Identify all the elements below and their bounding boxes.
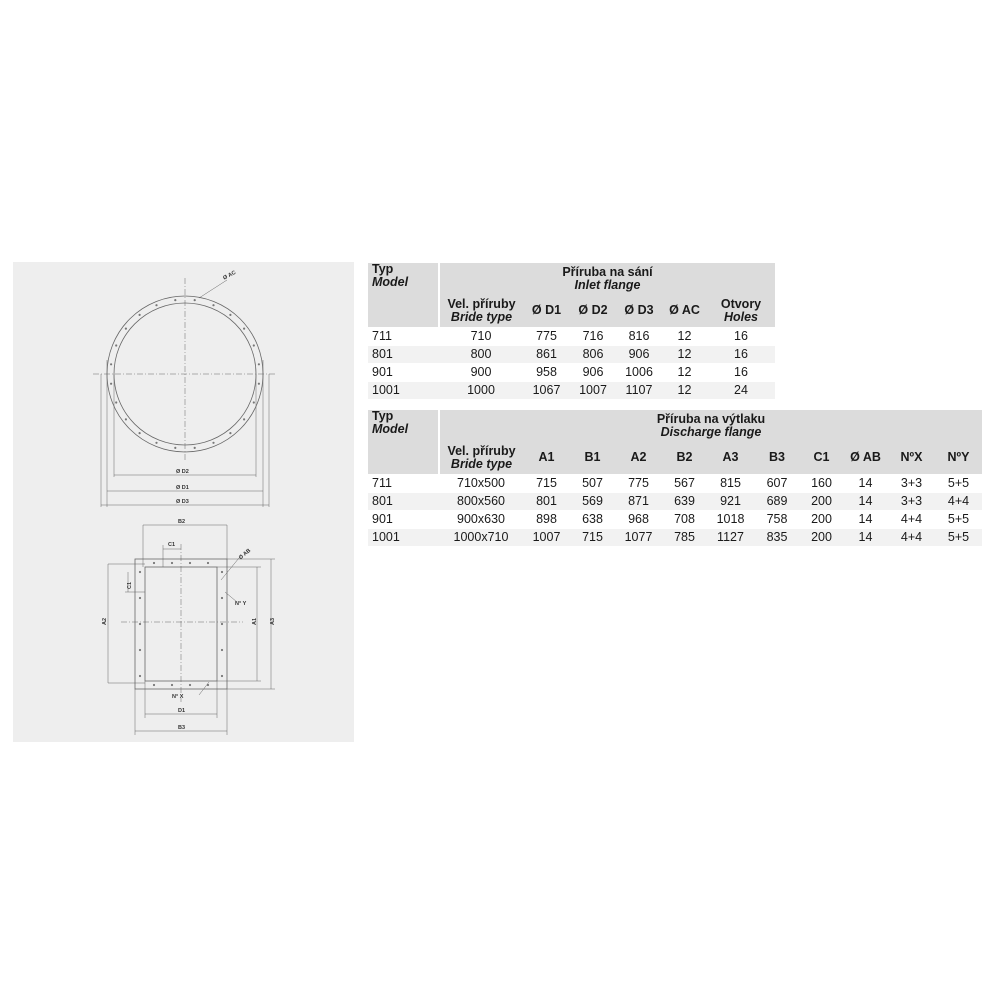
- label-b3: B3: [178, 725, 186, 731]
- table-cell: 785: [662, 528, 707, 546]
- model-label-en: Model: [372, 422, 409, 436]
- table-cell: 3+3: [888, 474, 935, 492]
- label-a1: A1: [252, 617, 258, 625]
- label-b2: B2: [178, 519, 186, 525]
- model-cell: 711: [368, 327, 439, 345]
- model-cell: 801: [368, 492, 439, 510]
- bolt-hole: [229, 314, 231, 316]
- bolt-hole: [174, 447, 176, 449]
- label-c1-side: C1: [127, 581, 133, 589]
- column-header-label-en: Bride type: [450, 456, 513, 471]
- bolt-hole: [139, 432, 141, 434]
- table-cell: 12: [662, 381, 707, 399]
- column-header: [439, 295, 523, 327]
- bolt-hole: [110, 363, 112, 365]
- table-cell: 639: [662, 492, 707, 510]
- table-row: [368, 510, 982, 528]
- column-header: [707, 295, 775, 327]
- table-cell: 569: [570, 492, 615, 510]
- table-cell: 16: [707, 363, 775, 381]
- column-header-label: C1: [813, 450, 830, 465]
- table-cell: 607: [754, 474, 800, 492]
- table-cell: 715: [523, 474, 570, 492]
- column-header: [616, 295, 662, 327]
- table-cell: 775: [615, 474, 662, 492]
- bolt-hole: [153, 684, 155, 686]
- table-cell: 200: [800, 492, 843, 510]
- label-nx: N° X: [172, 694, 184, 700]
- table-cell: 1067: [523, 381, 570, 399]
- column-header: [935, 442, 982, 474]
- bolt-hole: [229, 432, 231, 434]
- bolt-hole: [139, 571, 141, 573]
- table-cell: 900x630: [439, 510, 523, 528]
- label-d-ab: Ø AB: [237, 547, 253, 562]
- model-label: Typ: [372, 409, 394, 423]
- bolt-hole: [194, 299, 196, 301]
- bolt-hole: [155, 442, 157, 444]
- table-row: [368, 474, 982, 492]
- bolt-hole: [221, 623, 223, 625]
- bolt-hole: [139, 314, 141, 316]
- bolt-hole: [221, 571, 223, 573]
- bolt-hole: [221, 597, 223, 599]
- discharge-group-header: [439, 410, 982, 442]
- bolt-hole: [221, 675, 223, 677]
- column-header-label: A2: [630, 450, 647, 465]
- bolt-hole: [189, 562, 191, 564]
- inlet-group-title: Příruba na sání: [562, 265, 653, 279]
- model-header: [368, 263, 439, 327]
- table-cell: 16: [707, 327, 775, 345]
- table-cell: 906: [616, 345, 662, 363]
- model-cell: 801: [368, 345, 439, 363]
- discharge-group-title-en: Discharge flange: [660, 425, 762, 439]
- table-cell: 758: [754, 510, 800, 528]
- table-cell: 708: [662, 510, 707, 528]
- table-cell: 1006: [616, 363, 662, 381]
- table-cell: 1127: [707, 528, 754, 546]
- model-cell: 1001: [368, 528, 439, 546]
- table-cell: 898: [523, 510, 570, 528]
- column-header-label: Vel. příruby: [447, 296, 516, 311]
- table-row: [368, 345, 775, 363]
- column-header-label-en: Holes: [723, 309, 759, 324]
- column-header: [662, 295, 707, 327]
- table-cell: 800x560: [439, 492, 523, 510]
- column-header: [523, 442, 570, 474]
- table-cell: 5+5: [935, 474, 982, 492]
- table-cell: 567: [662, 474, 707, 492]
- column-header: [754, 442, 800, 474]
- bolt-hole: [110, 383, 112, 385]
- table-cell: 12: [662, 327, 707, 345]
- column-header-label: B3: [769, 450, 785, 465]
- discharge-flange-table: [368, 410, 982, 546]
- model-cell: 901: [368, 363, 439, 381]
- table-cell: 968: [615, 510, 662, 528]
- table-cell: 16: [707, 345, 775, 363]
- label-a2: A2: [102, 617, 108, 625]
- discharge-group-title: Příruba na výtlaku: [656, 412, 766, 426]
- table-cell: 638: [570, 510, 615, 528]
- bolt-hole: [207, 562, 209, 564]
- bolt-hole: [212, 304, 214, 306]
- column-header: [570, 442, 615, 474]
- table-cell: 14: [843, 528, 888, 546]
- table-cell: 4+4: [888, 528, 935, 546]
- column-header-label: Vel. příruby: [447, 443, 516, 458]
- bolt-hole: [207, 684, 209, 686]
- flange-drawing: [13, 262, 354, 742]
- bolt-hole: [115, 344, 117, 346]
- table-cell: 715: [570, 528, 615, 546]
- table-cell: 200: [800, 528, 843, 546]
- table-cell: 871: [615, 492, 662, 510]
- table-cell: 689: [754, 492, 800, 510]
- table-cell: 906: [570, 363, 616, 381]
- label-d-d3: Ø D3: [176, 499, 189, 505]
- table-cell: 507: [570, 474, 615, 492]
- table-cell: 801: [523, 492, 570, 510]
- column-header: [439, 442, 523, 474]
- bolt-hole: [258, 363, 260, 365]
- table-cell: 3+3: [888, 492, 935, 510]
- table-cell: 5+5: [935, 510, 982, 528]
- table-cell: 14: [843, 510, 888, 528]
- bolt-hole: [243, 328, 245, 330]
- column-header-label: B1: [584, 450, 601, 465]
- table-cell: 14: [843, 474, 888, 492]
- column-header-label: A3: [722, 450, 739, 465]
- bolt-hole: [174, 299, 176, 301]
- table-cell: 800: [439, 345, 523, 363]
- model-cell: 1001: [368, 381, 439, 399]
- column-header: [570, 295, 616, 327]
- table-row: [368, 327, 775, 345]
- bolt-hole: [139, 597, 141, 599]
- bolt-hole: [189, 684, 191, 686]
- table-cell: 716: [570, 327, 616, 345]
- table-cell: 24: [707, 381, 775, 399]
- bolt-hole: [155, 304, 157, 306]
- inlet-group-title-en: Inlet flange: [574, 278, 641, 292]
- column-header: [615, 442, 662, 474]
- table-cell: 1007: [570, 381, 616, 399]
- column-header: [707, 442, 754, 474]
- bolt-hole: [171, 684, 173, 686]
- inlet-group-header: [439, 263, 775, 295]
- bolt-hole: [258, 383, 260, 385]
- table-cell: 921: [707, 492, 754, 510]
- column-header-label-en: Bride type: [450, 309, 513, 324]
- bolt-hole: [139, 623, 141, 625]
- table-cell: 710: [439, 327, 523, 345]
- label-d-ac: Ø AC: [222, 269, 238, 282]
- table-cell: 14: [843, 492, 888, 510]
- inlet-flange-table: [368, 263, 775, 399]
- bolt-hole: [125, 418, 127, 420]
- table-cell: 816: [616, 327, 662, 345]
- table-cell: 5+5: [935, 528, 982, 546]
- table-cell: 1000x710: [439, 528, 523, 546]
- table-row: [368, 528, 982, 546]
- flange-drawing-panel: [13, 262, 354, 742]
- table-cell: 12: [662, 345, 707, 363]
- model-cell: 901: [368, 510, 439, 528]
- column-header: [888, 442, 935, 474]
- table-cell: 806: [570, 345, 616, 363]
- label-a3: A3: [270, 617, 276, 625]
- table-cell: 710x500: [439, 474, 523, 492]
- table-cell: 775: [523, 327, 570, 345]
- bolt-hole: [212, 442, 214, 444]
- model-cell: 711: [368, 474, 439, 492]
- table-cell: 1018: [707, 510, 754, 528]
- table-row: [368, 381, 775, 399]
- model-header: [368, 410, 439, 474]
- bolt-hole: [139, 675, 141, 677]
- label-c1-top: C1: [168, 542, 176, 548]
- column-header-label: Otvory: [720, 296, 762, 311]
- bolt-hole: [139, 649, 141, 651]
- column-header-label: Ø AC: [669, 303, 700, 318]
- table-cell: 200: [800, 510, 843, 528]
- bolt-hole: [115, 401, 117, 403]
- bolt-hole: [194, 447, 196, 449]
- column-header-label: NºY: [947, 450, 970, 465]
- table-cell: 160: [800, 474, 843, 492]
- bolt-hole: [171, 562, 173, 564]
- table-row: [368, 363, 775, 381]
- table-cell: 12: [662, 363, 707, 381]
- label-d-d2: Ø D2: [176, 469, 189, 475]
- table-cell: 1107: [616, 381, 662, 399]
- column-header-label: Ø D1: [531, 303, 562, 318]
- bolt-hole: [221, 649, 223, 651]
- table-cell: 1077: [615, 528, 662, 546]
- table-cell: 4+4: [888, 510, 935, 528]
- table-cell: 835: [754, 528, 800, 546]
- column-header-label: Ø D3: [624, 303, 654, 318]
- bolt-hole: [125, 328, 127, 330]
- bolt-hole: [253, 344, 255, 346]
- column-header-label: Ø D2: [578, 303, 608, 318]
- label-ny: N° Y: [235, 601, 247, 607]
- column-header: [800, 442, 843, 474]
- table-cell: 1000: [439, 381, 523, 399]
- table-row: [368, 492, 982, 510]
- table-cell: 900: [439, 363, 523, 381]
- column-header-label: NºX: [900, 450, 923, 465]
- column-header-label: B2: [676, 450, 693, 465]
- table-cell: 815: [707, 474, 754, 492]
- column-header: [662, 442, 707, 474]
- column-header: [843, 442, 888, 474]
- bolt-hole: [253, 401, 255, 403]
- table-cell: 861: [523, 345, 570, 363]
- bolt-hole: [243, 418, 245, 420]
- model-label-en: Model: [372, 275, 409, 289]
- table-cell: 958: [523, 363, 570, 381]
- table-cell: 4+4: [935, 492, 982, 510]
- model-label: Typ: [372, 262, 394, 276]
- column-header-label: Ø AB: [850, 450, 881, 465]
- table-cell: 1007: [523, 528, 570, 546]
- column-header-label: A1: [538, 450, 555, 465]
- label-d-d1: Ø D1: [176, 485, 189, 491]
- label-d1-bottom: D1: [178, 708, 186, 714]
- bolt-hole: [153, 562, 155, 564]
- column-header: [523, 295, 570, 327]
